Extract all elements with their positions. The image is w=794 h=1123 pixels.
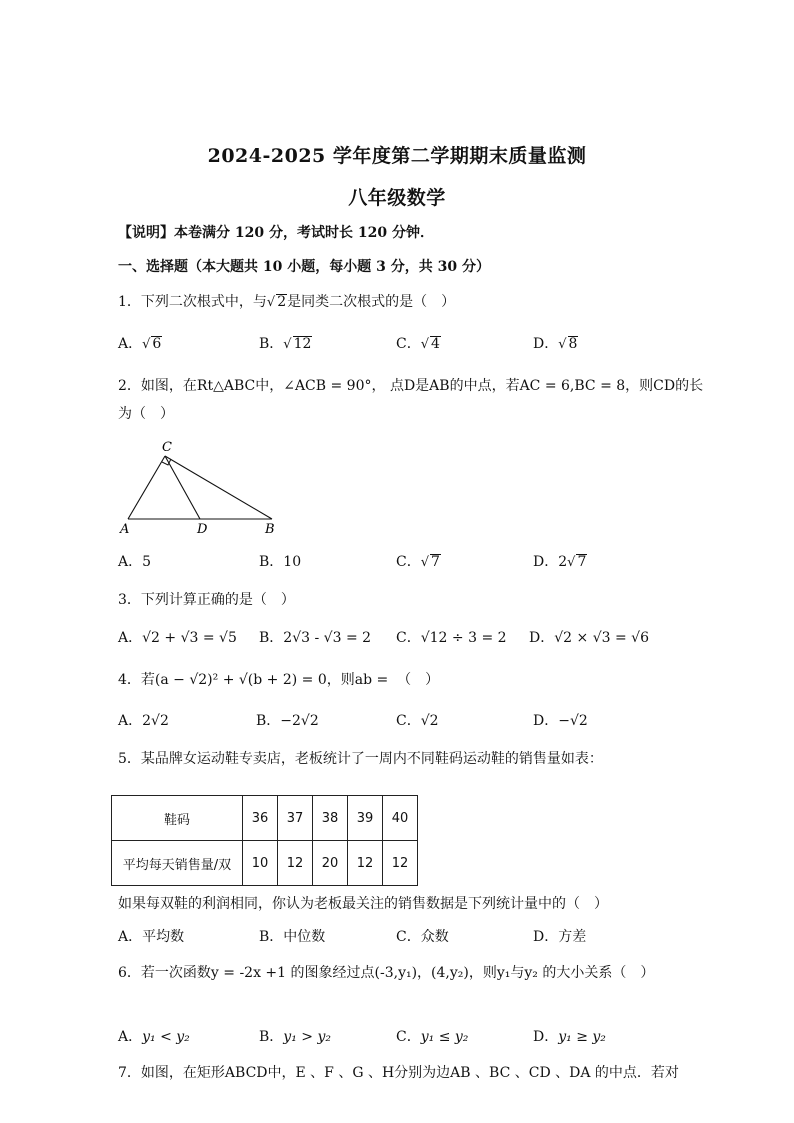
table-cell: 36 [243, 796, 278, 841]
table-header-cell: 鞋码 [112, 796, 243, 841]
table-cell: 20 [313, 841, 348, 886]
table-row [112, 841, 418, 886]
q5-option-c[interactable] [396, 926, 449, 946]
question-5-followup: 如果每双鞋的利润相同，你认为老板最关注的销售数据是下列统计量中的（ ） [118, 896, 608, 912]
option-text: 众数 [420, 929, 449, 945]
label-d: D [197, 522, 208, 537]
q5-option-a[interactable] [118, 926, 184, 946]
option-letter: D． [533, 929, 559, 945]
option-text: y₁ ≥ y₂ [558, 1029, 606, 1045]
q4-option-d[interactable] [533, 710, 588, 730]
option-text: √2 [420, 713, 439, 729]
table-cell: 10 [243, 841, 278, 886]
question-2-stem-line1: 2．如图，在Rt△ABC中，∠ACB = 90°， 点D是AB的中点，若AC = 6,BC = 8，则CD的长 [118, 378, 704, 394]
option-text: y₁ > y₂ [283, 1029, 331, 1045]
option-text: y₁ < y₂ [142, 1029, 190, 1045]
option-text: 方差 [558, 929, 587, 945]
sqrt-symbol: √ [420, 555, 430, 570]
option-letter: A． [118, 630, 143, 646]
option-letter: B． [259, 630, 284, 646]
option-radicand: 12 [293, 336, 312, 352]
option-letter: B． [259, 554, 284, 570]
exam-subtitle: 八年级数学 [348, 187, 446, 209]
side-bc [165, 456, 272, 519]
sqrt-symbol: √ [567, 555, 576, 570]
option-text: 中位数 [283, 929, 326, 945]
option-letter: B． [259, 1029, 284, 1045]
option-text: 2√2 [142, 713, 169, 729]
option-radicand: 6 [152, 336, 162, 352]
option-letter: B． [259, 336, 284, 352]
q4-equation: 4．若(a − √2)² + √(b + 2) = 0，则ab = [118, 672, 389, 688]
option-letter: D． [533, 1029, 559, 1045]
label-c: C [162, 440, 172, 455]
label-a: A [120, 522, 130, 537]
q6-option-d[interactable] [533, 1026, 606, 1046]
q5-option-b[interactable] [259, 926, 325, 946]
q3-option-a[interactable] [118, 627, 237, 647]
label-b: B [265, 522, 275, 537]
option-letter: C． [396, 1029, 421, 1045]
option-text: √2 × √3 = √6 [554, 630, 649, 646]
q6-option-c[interactable] [396, 1026, 468, 1046]
option-letter: B． [259, 929, 284, 945]
option-letter: A． [118, 713, 143, 729]
triangle-figure [118, 438, 288, 538]
q2-option-c[interactable] [396, 551, 441, 571]
option-text: −√2 [558, 713, 588, 729]
option-text: √12 ÷ 3 = 2 [420, 630, 507, 646]
q6-option-b[interactable] [259, 1026, 331, 1046]
q4-option-a[interactable] [118, 710, 169, 730]
sqrt-symbol: √ [420, 337, 430, 352]
sqrt-symbol: √ [142, 337, 151, 352]
section-heading: 一、选择题（本大题共 10 小题，每小题 3 分，共 30 分） [118, 259, 490, 275]
q1-option-d[interactable] [533, 333, 578, 353]
q2-option-b[interactable] [259, 551, 301, 571]
median-cd [165, 456, 200, 519]
option-text: 平均数 [142, 929, 185, 945]
q2-option-d[interactable] [533, 551, 587, 571]
sqrt-symbol: √ [558, 337, 567, 352]
sqrt-symbol: √ [266, 295, 276, 310]
question-6-stem: 6．若一次函数y = -2x +1 的图象经过点(-3,y₁)，(4,y₂)，则y₁与y₂ 的大小关系（ ） [118, 965, 655, 981]
question-5-stem: 5．某品牌女运动鞋专卖店，老板统计了一周内不同鞋码运动鞋的销售量如表： [118, 751, 603, 767]
q6-option-a[interactable] [118, 1026, 190, 1046]
q4-option-c[interactable] [396, 710, 439, 730]
option-letter: C． [396, 713, 421, 729]
option-letter: C． [396, 630, 421, 646]
option-letter: D． [533, 554, 559, 570]
option-letter: C． [396, 336, 421, 352]
exam-title: 2024-2025 学年度第二学期期末质量监测 [207, 145, 587, 167]
q1-option-c[interactable] [396, 333, 441, 353]
exam-note: 【说明】本卷满分 120 分，考试时长 120 分钟． [118, 225, 434, 241]
option-text: √2 + √3 = √5 [142, 630, 237, 646]
table-row [112, 796, 418, 841]
option-letter: D． [529, 630, 555, 646]
side-ac [128, 456, 165, 519]
table-cell: 12 [348, 841, 383, 886]
q1-stem-end: 是同类二次根式的是（ ） [287, 294, 456, 310]
option-letter: A． [118, 554, 143, 570]
question-3-stem: 3．下列计算正确的是（ ） [118, 592, 295, 608]
q3-option-d[interactable] [529, 627, 649, 647]
option-text: 5 [142, 554, 152, 570]
question-7-stem: 7．如图，在矩形ABCD中，E 、F 、G 、H分别为边AB 、BC 、CD 、DA 的中点．若对 [118, 1065, 679, 1081]
table-header-cell: 平均每天销售量/双 [112, 841, 243, 886]
q1-option-a[interactable] [118, 333, 162, 353]
option-text: 2√3 - √3 = 2 [283, 630, 372, 646]
option-radicand: 8 [568, 336, 578, 352]
q3-option-c[interactable] [396, 627, 507, 647]
option-letter: A． [118, 929, 143, 945]
q1-radicand: 2 [277, 294, 287, 310]
table-cell: 12 [383, 841, 418, 886]
option-text: −2√2 [280, 713, 319, 729]
sqrt-symbol: √ [283, 337, 292, 352]
shoe-sales-table [111, 795, 418, 886]
table-cell: 39 [348, 796, 383, 841]
option-coefficient: 2 [558, 554, 568, 570]
q1-option-b[interactable] [259, 333, 312, 353]
question-4-stem [118, 669, 439, 689]
option-letter: A． [118, 336, 143, 352]
option-radicand: 7 [431, 554, 440, 570]
option-letter: D． [533, 713, 559, 729]
option-radicand: 7 [577, 554, 587, 570]
q3-option-b[interactable] [259, 627, 371, 647]
option-letter: D． [533, 336, 559, 352]
option-letter: B． [256, 713, 281, 729]
option-radicand: 4 [431, 336, 440, 352]
q4-option-b[interactable] [256, 710, 319, 730]
table-cell: 12 [278, 841, 313, 886]
q1-stem-start: 1．下列二次根式中，与 [118, 294, 267, 310]
q2-option-a[interactable] [118, 551, 151, 571]
option-text: y₁ ≤ y₂ [420, 1029, 469, 1045]
option-letter: C． [396, 554, 421, 570]
question-1-stem [118, 291, 455, 311]
table-cell: 38 [313, 796, 348, 841]
question-2-stem-line2: 为（ ） [118, 406, 174, 422]
q4-answer-blank: （ ） [397, 672, 440, 688]
option-text: 10 [283, 554, 302, 570]
q5-option-d[interactable] [533, 926, 586, 946]
option-letter: A． [118, 1029, 143, 1045]
option-letter: C． [396, 929, 421, 945]
table-cell: 40 [383, 796, 418, 841]
table-cell: 37 [278, 796, 313, 841]
